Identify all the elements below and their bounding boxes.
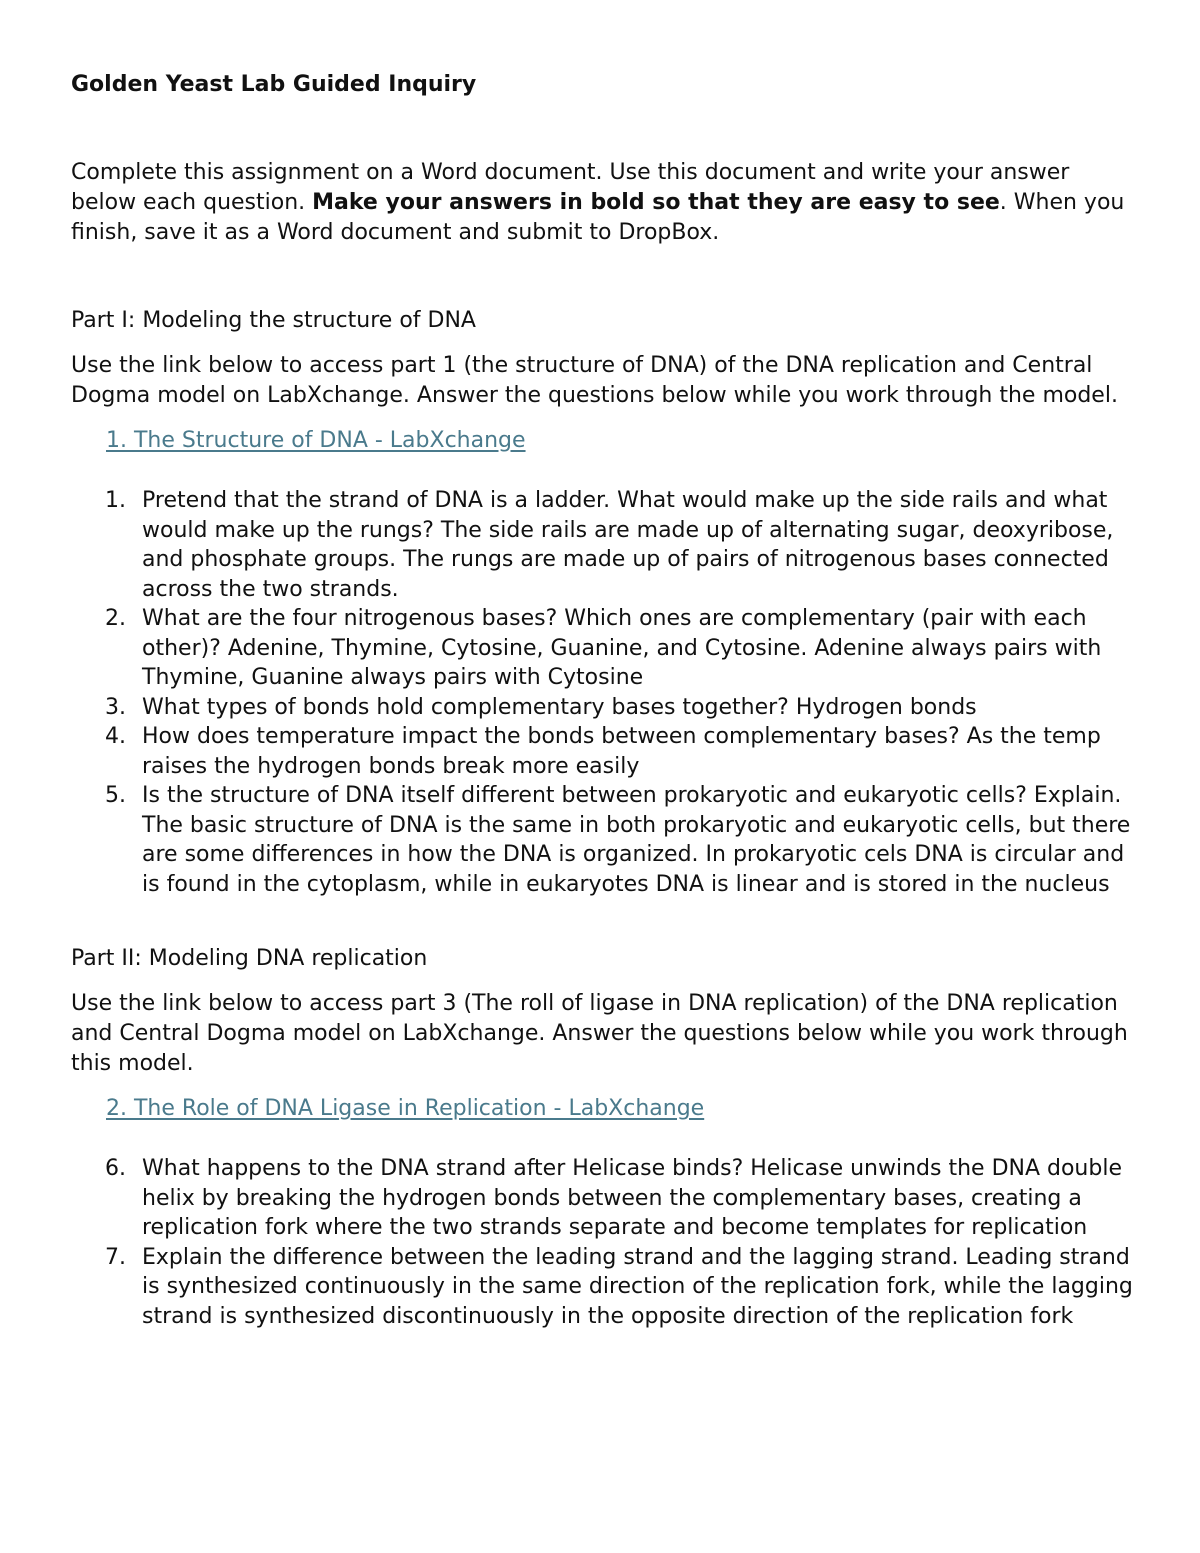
question-number: 2.	[105, 606, 126, 631]
question-number: 4.	[105, 724, 126, 749]
question-text: Is the structure of DNA itself different between prokaryotic and eukaryotic cells? Explain. The basic structure of DNA is the same in both prokaryotic and eukaryotic cells, but there are some differences in how the DNA is organized. In prokaryotic cels DNA is circular and is found in the cytoplasm, while in eukaryotes DNA is linear and is stored in the nucleus	[142, 783, 1131, 897]
part2-heading: Part II: Modeling DNA replication	[71, 946, 428, 971]
part1-question-list	[71, 486, 1141, 899]
question-number: 3.	[105, 694, 126, 720]
part2-link-line	[71, 1094, 1141, 1124]
question-text: How does temperature impact the bonds between complementary bases? As the temp raises the hydrogen bonds break more easily	[142, 724, 1101, 779]
intro-text-2: . When you finish, save it as a Word document and submit to DropBox.	[71, 190, 1125, 245]
question-item	[71, 722, 1141, 781]
intro-text-1: Complete this assignment on a Word document. Use this document and write your answer below each question.	[71, 160, 1070, 215]
question-number: 5.	[105, 783, 126, 808]
question-item	[71, 693, 1141, 723]
part1-link[interactable]: 1. The Structure of DNA - LabXchange	[106, 428, 526, 453]
part2-question-list	[71, 1154, 1141, 1331]
question-text: What happens to the DNA strand after Helicase binds? Helicase unwinds the DNA double helix by breaking the hydrogen bonds between the complementary bases, creating a replication fork where the two strands separate and become templates for replication	[142, 1156, 1122, 1240]
part1-description: Use the link below to access part 1 (the structure of DNA) of the DNA replication and Central Dogma model on LabXchange. Answer the questions below while you work through the model.	[71, 353, 1118, 408]
document-title: Golden Yeast Lab Guided Inquiry	[71, 72, 477, 97]
intro-paragraph	[71, 158, 1141, 248]
part2-description: Use the link below to access part 3 (The roll of ligase in DNA replication) of the DNA replication and Central Dogma model on LabXchange. Answer the questions below while you work through this model.	[71, 991, 1128, 1076]
question-item	[71, 1243, 1141, 1332]
question-number: 7.	[105, 1244, 126, 1270]
question-number: 6.	[105, 1156, 126, 1181]
question-text: What types of bonds hold complementary bases together? Hydrogen bonds	[142, 694, 977, 720]
question-text: Explain the difference between the leading strand and the lagging strand. Leading strand is synthesized continuously in the same direction of the replication fork, while the lagging strand is synthesized discontinuously in the opposite direction of the replication fork	[142, 1244, 1133, 1329]
question-item	[71, 781, 1141, 899]
question-item	[71, 1154, 1141, 1243]
part1-heading: Part I: Modeling the structure of DNA	[71, 308, 476, 333]
question-item	[71, 486, 1141, 604]
question-text: What are the four nitrogenous bases? Which ones are complementary (pair with each other)? Adenine, Thymine, Cytosine, Guanine, and Cytosine. Adenine always pairs with Thymine, Guanine always pairs with Cytosine	[142, 606, 1102, 690]
question-text: Pretend that the strand of DNA is a ladder. What would make up the side rails and what would make up the rungs? The side rails are made up of alternating sugar, deoxyribose, and phosphate groups. The rungs are made up of pairs of nitrogenous bases connected across the two strands.	[142, 488, 1114, 602]
question-item	[71, 604, 1141, 693]
document-page	[71, 70, 1141, 1331]
question-number: 1.	[105, 488, 126, 513]
part1-link-line	[71, 426, 1141, 456]
part2-link[interactable]: 2. The Role of DNA Ligase in Replication - LabXchange	[106, 1096, 705, 1121]
intro-bold-text: Make your answers in bold so that they are easy to see	[312, 190, 1000, 215]
